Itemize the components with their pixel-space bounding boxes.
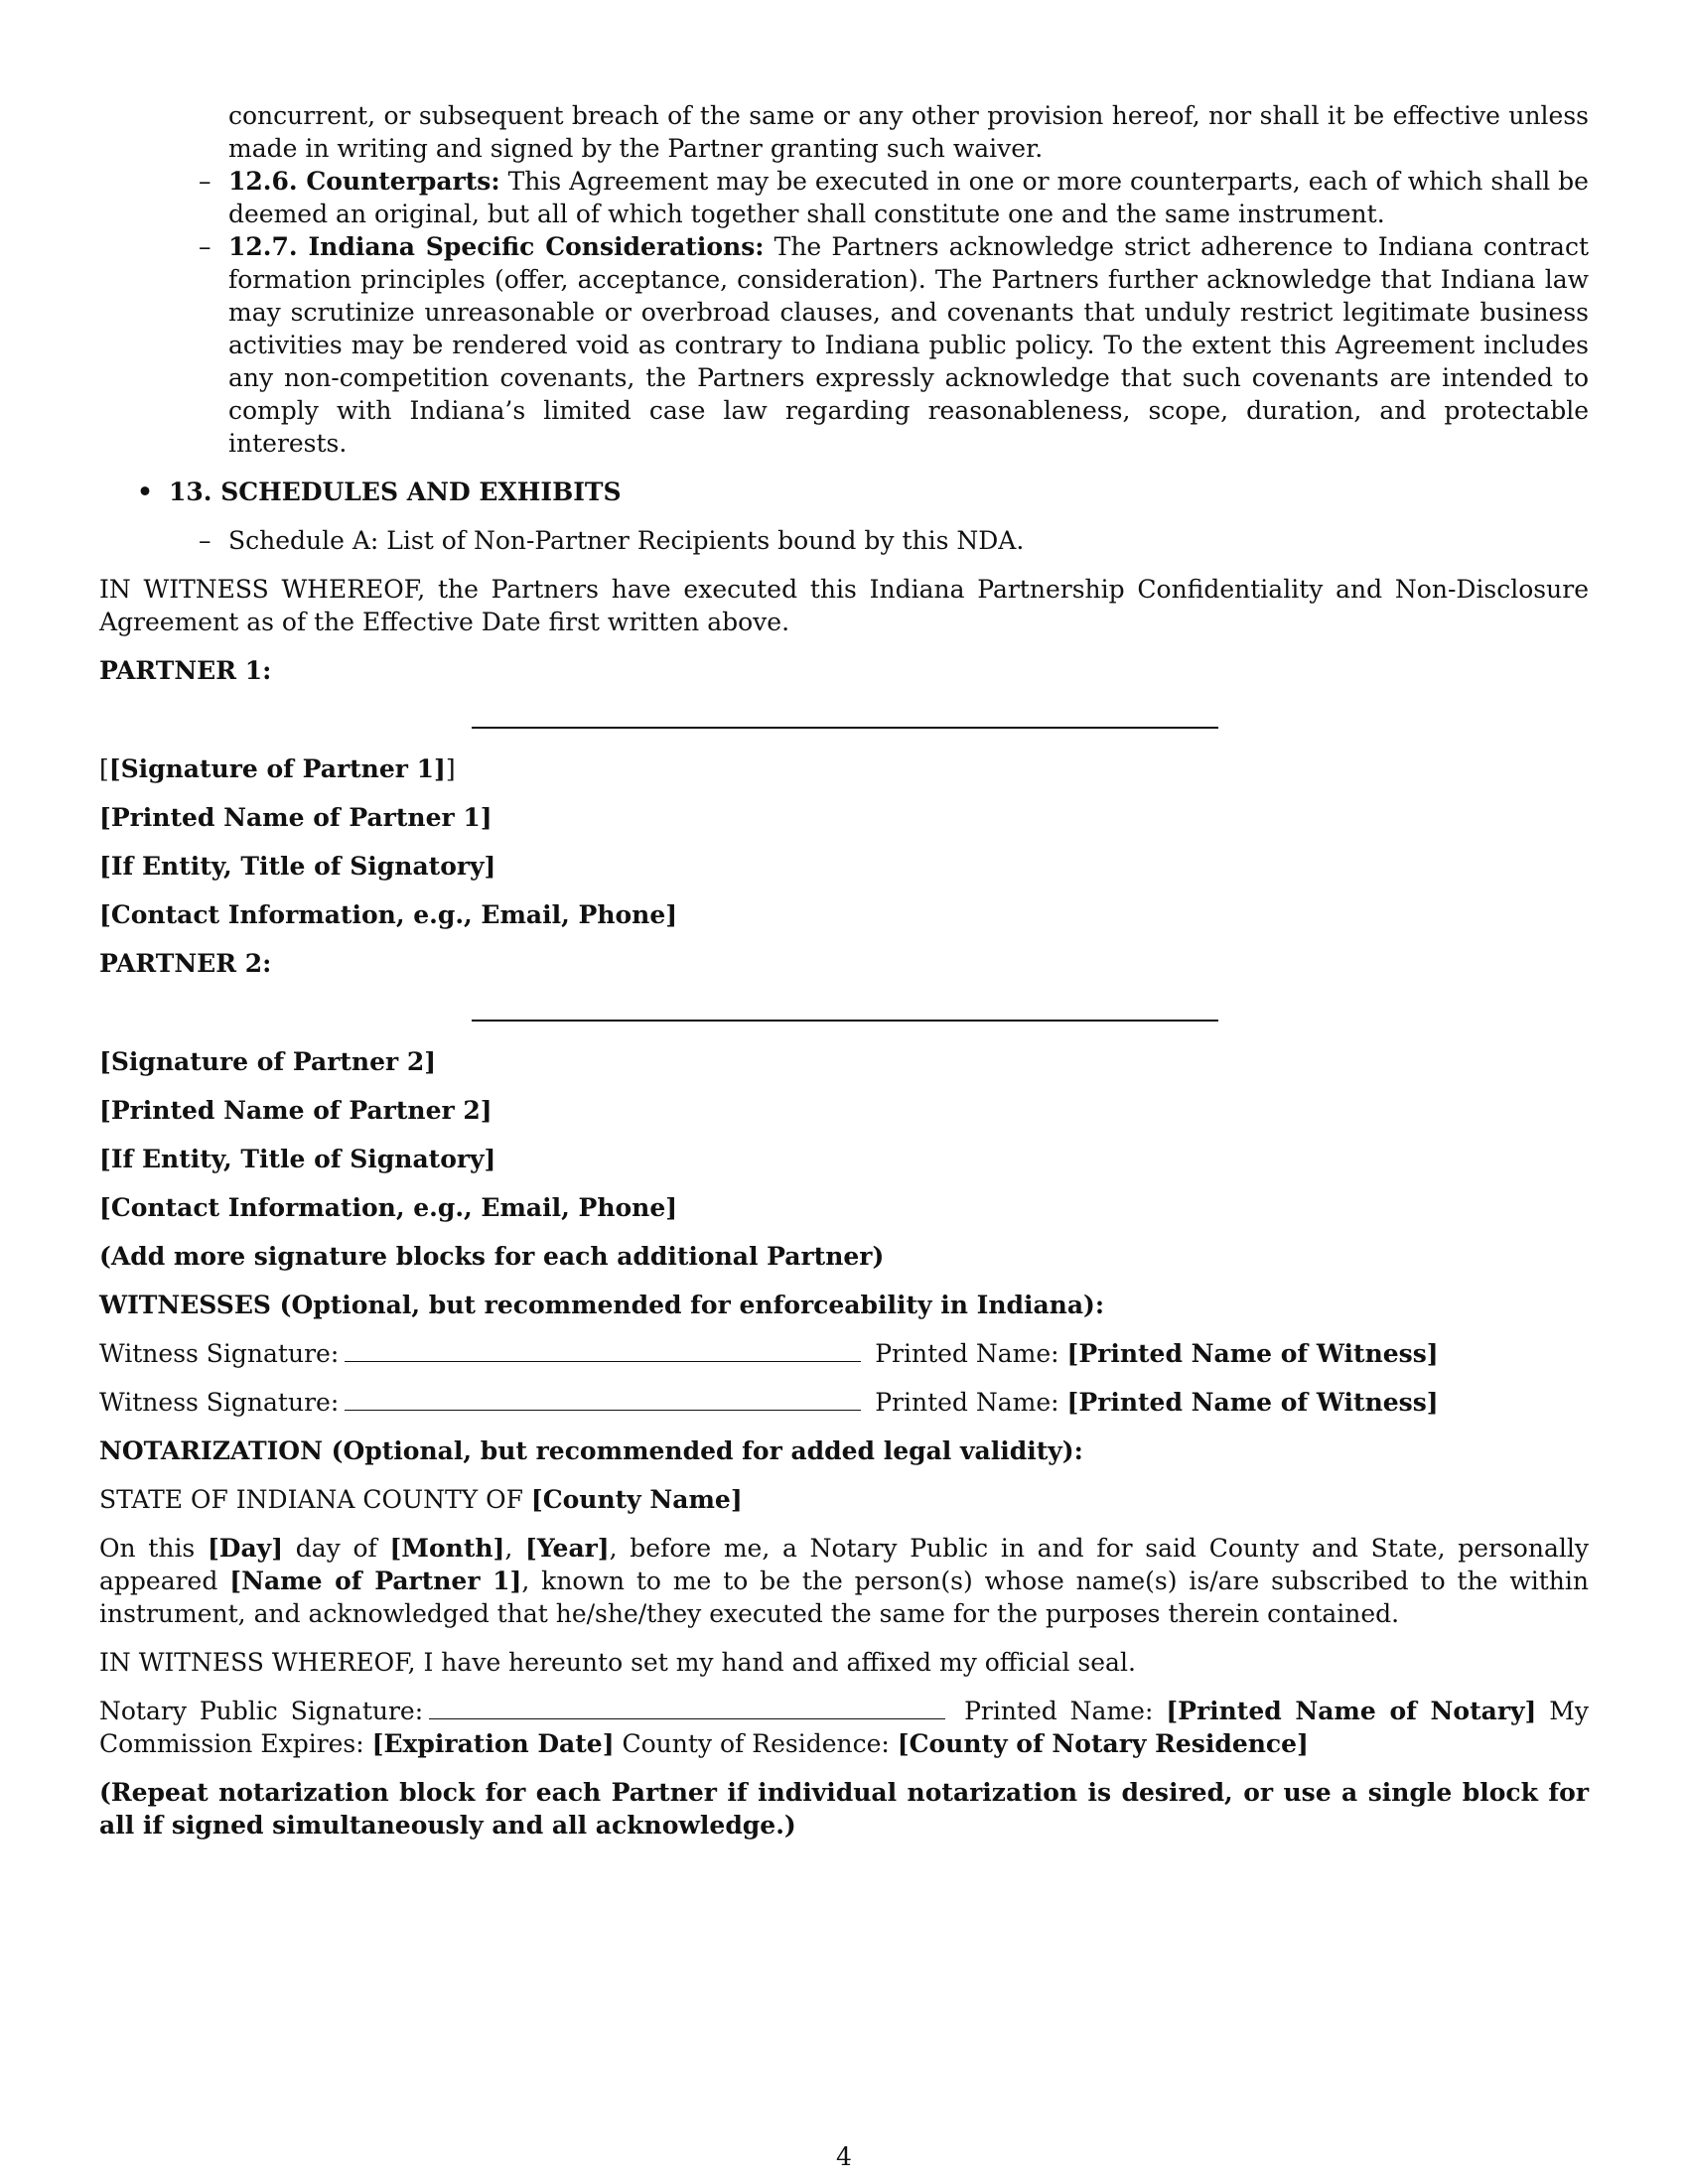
repeat-notarization-note: (Repeat notarization block for each Partner if individual notarization is desired, or use a single block for all if signed simultaneously and all acknowledge.)	[99, 1778, 1589, 1840]
county-residence-placeholder: [County of Notary Residence]	[897, 1729, 1309, 1758]
partner1-heading: PARTNER 1:	[99, 656, 272, 685]
partner1-contact	[99, 898, 1589, 931]
ack-text: ,	[504, 1534, 513, 1563]
partner1-printed-name	[99, 801, 1589, 834]
partner2-contact	[99, 1191, 1589, 1224]
witnesses-heading: WITNESSES (Optional, but recommended for enforceability in Indiana):	[99, 1291, 1105, 1319]
partner1-contact-label: [Contact Information, e.g., Email, Phone]	[99, 900, 678, 929]
partner2-signature-label: [Signature of Partner 2]	[99, 1047, 437, 1076]
partner1-signature-line[interactable]	[472, 687, 1218, 729]
partner1-title	[99, 850, 1589, 883]
add-more-note: (Add more signature blocks for each additional Partner)	[99, 1242, 885, 1271]
waiver-clause-tail: concurrent, or subsequent breach of the same or any other provision hereof, nor shall it be effective unless made in writing and signed by the Partner granting such waiver.	[228, 101, 1589, 163]
witness-1-signature-line[interactable]	[345, 1339, 861, 1362]
witness-printed-name-label: Printed Name:	[875, 1388, 1059, 1417]
schedule-a-text: Schedule A: List of Non-Partner Recipients bound by this NDA.	[228, 526, 1025, 555]
dash-marker: –	[199, 526, 211, 555]
witness-1-name-placeholder: [Printed Name of Witness]	[1066, 1339, 1439, 1368]
partner1-title-label: [If Entity, Title of Signatory]	[99, 852, 496, 881]
partner2-title-label: [If Entity, Title of Signatory]	[99, 1145, 496, 1173]
schedule-a-item	[99, 524, 1589, 557]
witness-row-2	[99, 1386, 1589, 1419]
year-placeholder: [Year]	[525, 1534, 610, 1563]
clause-12-6	[99, 165, 1589, 230]
state-county-line	[99, 1483, 1589, 1516]
notary-acknowledgment	[99, 1532, 1589, 1630]
ack-text: day of	[295, 1534, 377, 1563]
ack-text: , before me, a Notary Public in and for said County and State, personally appeared	[99, 1534, 1589, 1595]
clause-12-7-body: The Partners acknowledge strict adherence to Indiana contract formation principles (offer, acceptance, consideration). The Partners further acknowledge that Indiana law may scrutinize unreasonable or overbroad clauses, and covenants that unduly restrict legitimate business activities may be rendered void as contrary to Indiana public policy. To the extent this Agreement includes any non-competition covenants, the Partners expressly acknowledge that such covenants are intended to comply with Indiana’s limited case law regarding reasonableness, scope, duration, and protectable interests.	[228, 232, 1590, 458]
notary-signature-label: Notary Public Signature:	[99, 1697, 424, 1725]
partner1-signature-label: [Signature of Partner 1]	[108, 754, 446, 783]
section-13-heading	[99, 476, 1589, 508]
partner1-signature-placeholder: [[Signature of Partner 1]]	[99, 754, 456, 783]
dash-marker: –	[199, 232, 211, 261]
notary-name-placeholder: [Printed Name of Notary]	[1166, 1697, 1537, 1725]
document-page	[99, 99, 1589, 1842]
partner1-name-placeholder: [Name of Partner 1]	[229, 1567, 522, 1595]
witness-signature-label: Witness Signature:	[99, 1339, 340, 1368]
bullet-marker: •	[137, 478, 153, 506]
notary-printed-name-label: Printed Name:	[964, 1697, 1154, 1725]
section-13-title: 13. SCHEDULES AND EXHIBITS	[169, 478, 622, 506]
witness-printed-name-label: Printed Name:	[875, 1339, 1059, 1368]
partner2-printed-name	[99, 1094, 1589, 1127]
day-placeholder: [Day]	[207, 1534, 284, 1563]
partner2-signature-line[interactable]	[472, 980, 1218, 1022]
witness-signature-label: Witness Signature:	[99, 1388, 340, 1417]
witness-clause: IN WITNESS WHEREOF, the Partners have executed this Indiana Partnership Confidentiality and Non-Disclosure Agreement as of the Effective Date first written above.	[99, 575, 1589, 636]
witness-2-signature-line[interactable]	[345, 1388, 861, 1411]
partner2-title	[99, 1143, 1589, 1175]
state-county-label: STATE OF INDIANA COUNTY OF	[99, 1485, 523, 1514]
witness-row-1	[99, 1337, 1589, 1370]
notary-witness-hand: IN WITNESS WHEREOF, I have hereunto set my hand and affixed my official seal.	[99, 1648, 1136, 1677]
partner2-heading: PARTNER 2:	[99, 949, 272, 978]
ack-text: , known to me to be the person(s) whose name(s) is/are subscribed to the within instrument, and acknowledged that he/she/they executed the same for the purposes therein contained.	[99, 1567, 1589, 1628]
page-number: 4	[836, 2142, 852, 2171]
expiration-date-placeholder: [Expiration Date]	[371, 1729, 615, 1758]
notary-signature-block	[99, 1695, 1589, 1760]
commission-expires-label: My Commission Expires:	[99, 1697, 1590, 1758]
partner2-printed-name-label: [Printed Name of Partner 2]	[99, 1096, 492, 1125]
county-name-placeholder: [County Name]	[530, 1485, 743, 1514]
notary-signature-line[interactable]	[429, 1697, 945, 1719]
clause-12-7	[99, 230, 1589, 460]
clause-12-7-heading: 12.7. Indiana Specific Considerations:	[228, 232, 765, 261]
ack-text: On this	[99, 1534, 196, 1563]
partner2-contact-label: [Contact Information, e.g., Email, Phone]	[99, 1193, 678, 1222]
partner1-printed-name-label: [Printed Name of Partner 1]	[99, 803, 492, 832]
month-placeholder: [Month]	[389, 1534, 505, 1563]
county-residence-label: County of Residence:	[622, 1729, 890, 1758]
clause-12-6-heading: 12.6. Counterparts:	[228, 167, 500, 196]
clause-12-6-body: This Agreement may be executed in one or more counterparts, each of which shall be deemed an original, but all of which together shall constitute one and the same instrument.	[228, 167, 1589, 228]
witness-2-name-placeholder: [Printed Name of Witness]	[1066, 1388, 1439, 1417]
dash-marker: –	[199, 167, 211, 196]
partner2-signature-placeholder	[99, 1045, 1589, 1078]
notarization-heading: NOTARIZATION (Optional, but recommended for added legal validity):	[99, 1436, 1083, 1465]
